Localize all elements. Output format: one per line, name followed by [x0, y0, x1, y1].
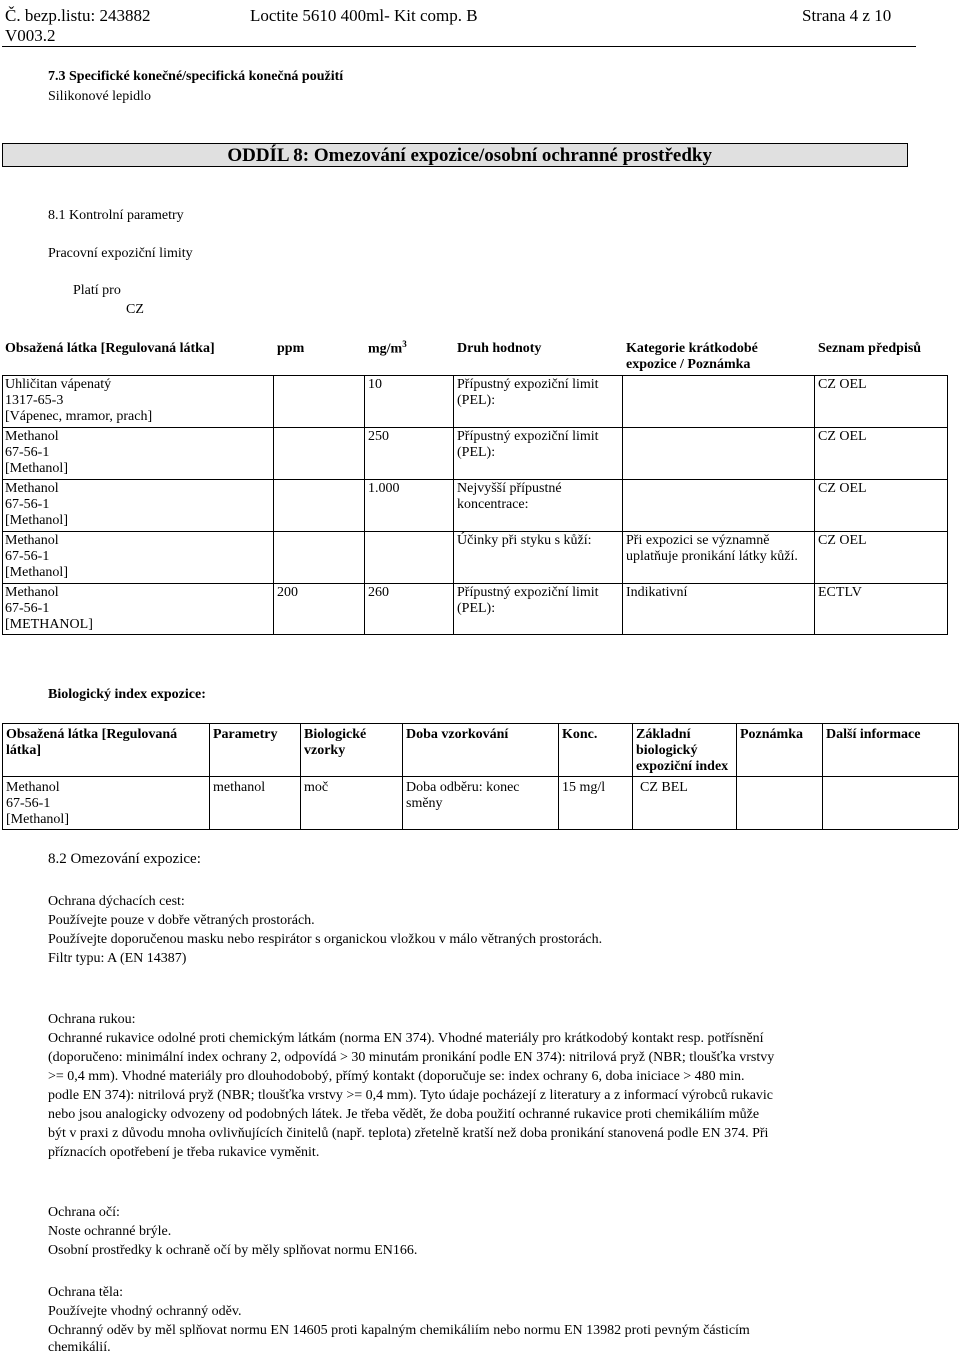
t1-type: Přípustný expoziční limit [457, 377, 599, 392]
t1-mg: 10 [368, 377, 382, 392]
t1-vline [814, 375, 815, 634]
section-8-2-heading: 8.2 Omezování expozice: [48, 851, 201, 867]
t1-category: uplatňuje pronikání látky kůží. [626, 549, 798, 564]
th-mg: $mg/m^3$ [368, 339, 407, 357]
t1-type: (PEL): [457, 445, 496, 460]
t1-type: (PEL): [457, 393, 496, 408]
t1-substance-reg: [Vápenec, mramor, prach] [5, 409, 153, 424]
bth-substance: látka] [6, 743, 41, 758]
bio-index-heading: Biologický index expozice: [48, 687, 206, 702]
th-category-2: expozice / Poznámka [626, 357, 751, 372]
t2-vline [2, 723, 3, 829]
hand-protection-line: (doporučeno: minimální index ochrany 2, odpovídá > 30 minutám pronikání podle EN 374): nitrilová pryž (NBR; tloušťka vrstvy [48, 1050, 775, 1065]
work-exposure-limits-heading: Pracovní expoziční limity [48, 246, 193, 261]
t1-vline [453, 375, 454, 634]
t1-mg: 1.000 [368, 481, 400, 496]
t1-mg: 250 [368, 429, 389, 444]
t1-type: Nejvyšší přípustné [457, 481, 562, 496]
b-substance-reg: [Methanol] [6, 812, 69, 827]
header-divider [2, 46, 916, 47]
t2-hline [2, 776, 958, 777]
t2-vline [402, 723, 403, 829]
respiratory-title: Ochrana dýchacích cest: [48, 894, 185, 909]
t2-hline [2, 723, 958, 724]
t1-hline [2, 634, 948, 635]
bth-more-info: Další informace [826, 727, 921, 742]
bth-samples: Biologické [304, 727, 367, 742]
bth-basic-index: Základní [636, 727, 691, 742]
section-8-bar [2, 143, 908, 167]
t1-type: koncentrace: [457, 497, 529, 512]
respiratory-line: Používejte pouze v dobře větraných prostorách. [48, 913, 315, 928]
product-name: Loctite 5610 400ml- Kit comp. B [250, 6, 478, 25]
t2-vline [209, 723, 210, 829]
section-7-3-text: Silikonové lepidlo [48, 89, 152, 104]
hand-protection-line: nebo jsou analogicky odvozeny od podobných látek. Je třeba vědět, že doba použití ochranné rukavice proti chemikáliím může [48, 1107, 760, 1122]
t1-substance-reg: [Methanol] [5, 513, 68, 528]
page-number: Strana 4 z 10 [802, 6, 892, 25]
body-protection-line: Používejte vhodný ochranný oděv. [48, 1304, 242, 1319]
t1-list: CZ OEL [818, 429, 867, 444]
applies-to-value: CZ [126, 302, 144, 317]
body-protection-line: Ochranný oděv by měl splňovat normu EN 14605 proti kapalným chemikáliím nebo normu EN 13982 proti pevným částicím [48, 1323, 750, 1338]
t1-list: ECTLV [818, 585, 862, 600]
applies-to-label: Platí pro [73, 283, 121, 298]
bth-samples: vzorky [304, 743, 346, 758]
b-sampling-time: Doba odběru: konec [406, 780, 520, 795]
hand-protection-line: příznacích opotřebení je třeba rukavice vyměnit. [48, 1145, 320, 1160]
t1-substance-cas: 67-56-1 [5, 445, 50, 460]
th-type: Druh hodnoty [457, 341, 542, 356]
th-category-1: Kategorie krátkodobé [626, 341, 758, 356]
t1-vline [273, 375, 274, 634]
eye-protection-line: Osobní prostředky k ochraně očí by měly splňovat normu EN166. [48, 1243, 418, 1258]
t1-type: Přípustný expoziční limit [457, 585, 599, 600]
hand-protection-line: Ochranné rukavice odolné proti chemickým látkám (norma EN 374). Vhodné materiály pro krátkodobý kontakt resp. potřísnění [48, 1031, 764, 1046]
hand-protection-line: >= 0,4 mm). Vhodné materiály pro dlouhodobobý, přímý kontakt (doporučuje se: index ochrany 6, doba iniciace > 480 min. [48, 1069, 745, 1084]
t1-type: Přípustný expoziční limit [457, 429, 599, 444]
bth-params: Parametry [213, 727, 278, 742]
t1-vline [622, 375, 623, 634]
t2-vline [736, 723, 737, 829]
bth-note: Poznámka [740, 727, 803, 742]
section-7-3-heading: 7.3 Specifické konečné/specifická konečná použití [48, 69, 344, 84]
t1-substance-name: Methanol [5, 481, 59, 496]
eye-protection-line: Noste ochranné brýle. [48, 1224, 172, 1239]
t2-vline [558, 723, 559, 829]
body-protection-line: chemikálií. [48, 1340, 111, 1355]
b-sampling-time: směny [406, 796, 443, 811]
t1-substance-cas: 67-56-1 [5, 601, 50, 616]
t1-type: Účinky při styku s kůží: [457, 533, 592, 548]
th-ppm: ppm [277, 341, 305, 356]
t1-substance-cas: 67-56-1 [5, 549, 50, 564]
b-concentration: 15 mg/l [562, 780, 606, 795]
section-8-title: ODDÍL 8: Omezování expozice/osobní ochranné prostředky [227, 145, 712, 166]
t1-substance-reg: [METHANOL] [5, 617, 93, 632]
t1-substance-name: Methanol [5, 585, 59, 600]
t1-substance-reg: [Methanol] [5, 565, 68, 580]
t1-vline [364, 375, 365, 634]
body-protection-title: Ochrana těla: [48, 1285, 124, 1300]
t1-category: Indikativní [626, 585, 688, 600]
t2-vline [822, 723, 823, 829]
t1-mg: 260 [368, 585, 389, 600]
t1-substance-name: Methanol [5, 533, 59, 548]
b-samples: moč [304, 780, 329, 795]
b-basic-index: CZ BEL [640, 780, 688, 795]
hand-protection-line: být v praxi z důvodu mnoha ovlivňujících činitelů (např. teplota) zřetelně kratší než doba pronikání stanovená podle EN 374. Při [48, 1126, 769, 1141]
hand-protection-title: Ochrana rukou: [48, 1012, 136, 1027]
t2-hline [2, 829, 958, 830]
hand-protection-line: podle EN 374): nitrilová pryž (NBR; tloušťka vrstvy >= 0,4 mm). Tyto údaje pocházejí z literatury a z informací výrobců rukavic [48, 1088, 774, 1103]
t1-substance-reg: [Methanol] [5, 461, 68, 476]
t1-substance-name: Uhličitan vápenatý [5, 377, 112, 392]
bth-substance: Obsažená látka [Regulovaná [6, 727, 178, 742]
t1-list: CZ OEL [818, 377, 867, 392]
t1-vline [2, 375, 3, 634]
bth-basic-index: expoziční index [636, 759, 729, 774]
eye-protection-title: Ochrana očí: [48, 1205, 120, 1220]
t1-substance-cas: 67-56-1 [5, 497, 50, 512]
t2-vline [632, 723, 633, 829]
b-substance-cas: 67-56-1 [6, 796, 51, 811]
th-list: Seznam předpisů [818, 341, 922, 356]
t1-ppm: 200 [277, 585, 298, 600]
t1-list: CZ OEL [818, 481, 867, 496]
doc-number: Č. bezp.listu: 243882 [5, 6, 151, 25]
t1-substance-cas: 1317-65-3 [5, 393, 64, 408]
t1-vline [947, 375, 948, 634]
t2-vline [958, 723, 959, 829]
t1-list: CZ OEL [818, 533, 867, 548]
section-8-1-heading: 8.1 Kontrolní parametry [48, 208, 184, 223]
b-substance-name: Methanol [6, 780, 60, 795]
t1-substance-name: Methanol [5, 429, 59, 444]
doc-version: V003.2 [5, 26, 56, 45]
respiratory-line: Filtr typu: A (EN 14387) [48, 951, 187, 966]
bth-sampling-time: Doba vzorkování [406, 727, 509, 742]
t2-vline [300, 723, 301, 829]
bth-concentration: Konc. [562, 727, 598, 742]
respiratory-line: Používejte doporučenou masku nebo respirátor s organickou vložkou v málo větraných prostorách. [48, 932, 603, 947]
b-params: methanol [213, 780, 266, 795]
t1-type: (PEL): [457, 601, 496, 616]
th-substance: Obsažená látka [Regulovaná látka] [5, 341, 215, 356]
bth-basic-index: biologický [636, 743, 698, 758]
t1-category: Při expozici se významně [626, 533, 770, 548]
